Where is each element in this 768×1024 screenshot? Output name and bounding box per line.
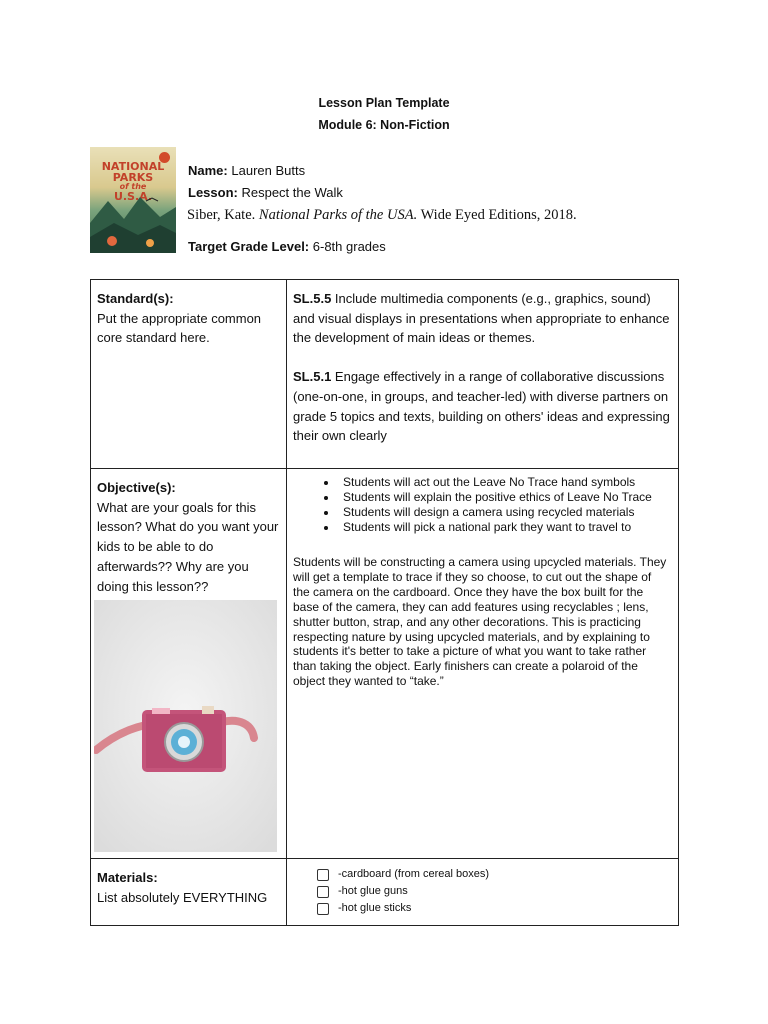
grade-value: 6-8th grades (312, 239, 386, 254)
objectives-list (293, 475, 672, 535)
lesson-label: Lesson: (188, 185, 238, 200)
list-item: -cardboard (from cereal boxes) (317, 866, 678, 883)
document-title: Lesson Plan Template (318, 96, 450, 110)
checkbox[interactable] (317, 903, 329, 915)
book-citation: Siber, Kate. National Parks of the USA. Wide Eyed Editions, 2018. (187, 207, 577, 223)
grade-label: Target Grade Level: (188, 239, 310, 254)
materials-prompt: List absolutely EVERYTHING (97, 889, 268, 905)
materials-checklist (287, 859, 678, 917)
activity-description: Students will be constructing a camera using upcycled materials. They will get a template to trace if they so choose, to cut out the shape of the camera on the cardboard. Once they have the box built for the base of the camera, they can add features using recyclables ; lens, shutter button, strap, and any other decorations. This is practicing respecting nature by using upcycled materials, and by explaining to students it's better to take a picture of what you want to take rather than taking the object. Early finishers can create a polaroid of the object they wanted to “take.” (293, 555, 667, 689)
list-item: -hot glue sticks (317, 900, 678, 917)
objectives-row (91, 469, 679, 859)
standards-prompt: Put the appropriate common core standard here. (97, 310, 262, 346)
objectives-label: Objective(s): (97, 480, 176, 495)
standards-row (91, 280, 679, 469)
name-label: Name: (188, 163, 228, 178)
module-title: Module 6: Non-Fiction (318, 118, 450, 132)
materials-row (91, 859, 679, 926)
grade-level-line (188, 239, 386, 254)
list-item: • Students will explain the positive ethics of Leave No Trace (338, 490, 672, 505)
book-cover-image (90, 147, 176, 253)
checkbox[interactable] (317, 886, 329, 898)
lesson-plan-table (90, 279, 679, 926)
camera-craft-photo (94, 600, 277, 852)
list-item: • Students will design a camera using recycled materials (338, 505, 672, 520)
objectives-prompt: What are your goals for this lesson? What do you want your kids to be able to do afterwards?? Why are you doing this lesson?? (97, 499, 279, 594)
list-item: • Students will pick a national park they want to travel to (338, 520, 672, 535)
materials-label: Materials: (97, 870, 158, 885)
checkbox[interactable] (317, 869, 329, 881)
lesson-value: Respect the Walk (241, 185, 343, 200)
standard-item: SL.5.1 Engage effectively in a range of collaborative discussions (one-on-one, in groups, and teacher-led) with diverse partners on grade 5 topics and texts, building on others' ideas and expressing their own clearly (293, 369, 670, 444)
list-item: -hot glue guns (317, 883, 678, 900)
book-cover-title: NATIONAL PARKS of the U.S.A. (101, 160, 165, 203)
landscape-illustration (90, 193, 176, 253)
list-item: • Students will act out the Leave No Trace hand symbols (338, 475, 672, 490)
lesson-line (188, 185, 343, 200)
standards-label: Standard(s): (97, 291, 174, 306)
name-line (188, 163, 305, 178)
name-value: Lauren Butts (231, 163, 306, 178)
standard-item: SL.5.5 Include multimedia components (e.g., graphics, sound) and visual displays in presentations when appropriate to enhance the development of main ideas or themes. (293, 291, 670, 346)
